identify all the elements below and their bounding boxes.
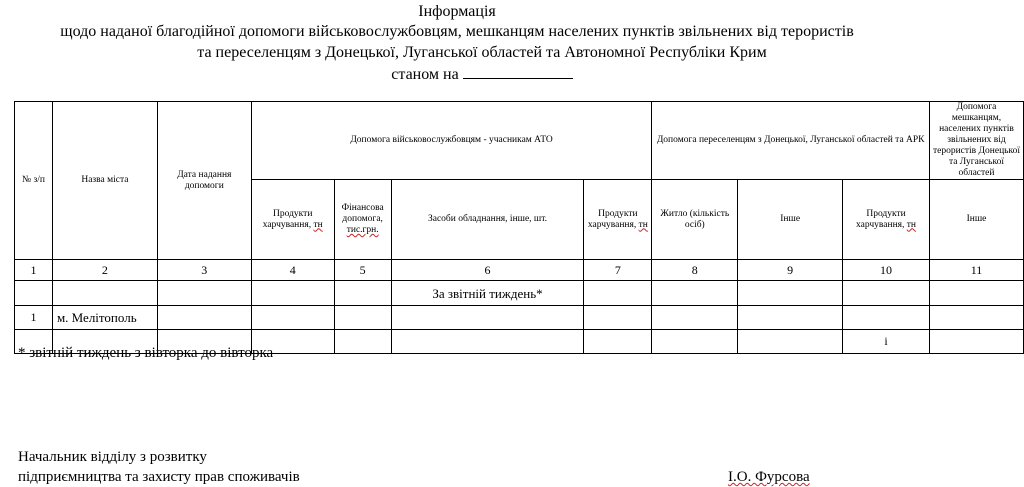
document-subtitle-line-2: та переселенцям з Донецької, Луганської областей та Автономної Республіки Крим [197,44,767,61]
header-group-ato: Допомога військовослужбовцям - учасникам АТО [251,102,652,180]
table-cell [157,306,251,330]
table-cell [584,306,652,330]
table-cell [334,306,391,330]
as-of-label: станом на [391,66,459,83]
city-name: м. Мелітополь [52,306,157,330]
column-number: 3 [157,260,251,281]
document-subtitle-line-1: щодо наданої благодійної допомоги військовослужбовцям, мешканцям населених пунктів звільнених від терористів [60,23,854,40]
header-city: Назва міста [52,102,157,260]
table-cell [652,306,738,330]
table-cell [843,306,930,330]
table-cell [738,306,843,330]
header-group-residents: Допомога мешканцям, населених пунктів звільнених від терористів Донецької та Луганської областей [930,102,1024,180]
column-number: 6 [391,260,584,281]
table-cell [15,281,53,306]
signatory-position-line-1: Начальник відділу з розвитку [18,449,207,465]
header-res-food [843,180,930,260]
aid-report-table [14,101,1024,354]
res-food-unit: тн [906,219,917,230]
table-cell [157,281,251,306]
table-cell [251,306,334,330]
column-number: 5 [334,260,391,281]
row-number: 1 [15,306,53,330]
header-idp-housing: Житло (кількість осіб) [652,180,738,260]
column-number: 2 [52,260,157,281]
res-food-label: Продукти харчування, [856,208,906,230]
table-cell [584,281,652,306]
table-cell [652,330,738,354]
column-number: 8 [652,260,738,281]
table-cell [930,306,1024,330]
header-idp-food [584,180,652,260]
header-date: Дата надання допомоги [157,102,251,260]
idp-food-unit: тн [638,219,648,230]
header-group-idp: Допомога переселенцям з Донецької, Луганської областей та АРК [652,102,930,180]
table-cell-mark: і [843,330,930,354]
idp-food-label: Продукти харчування, [587,208,638,230]
as-of-date-blank[interactable] [463,64,573,79]
header-no [15,102,53,260]
table-cell [52,281,157,306]
table-cell [652,281,738,306]
header-no-text: № з/п [22,175,45,185]
table-cell [930,281,1024,306]
table-cell [334,281,391,306]
column-number: 7 [584,260,652,281]
column-number: 4 [251,260,334,281]
week-row-label: За звітній тиждень* [391,281,584,306]
signatory-name [728,467,810,487]
header-ato-finance [334,180,391,260]
footnote: * звітній тиждень з вівторка до вівторка [18,345,274,361]
table-cell [584,330,652,354]
table-cell [843,281,930,306]
table-cell [334,330,391,354]
table-cell [391,330,584,354]
column-number: 1 [15,260,53,281]
table-cell [391,306,584,330]
header-res-other: Інше [930,180,1024,260]
header-idp-other: Інше [738,180,843,260]
column-number: 10 [843,260,930,281]
table-cell [930,330,1024,354]
column-number: 11 [930,260,1024,281]
table-cell [738,281,843,306]
table-cell [738,330,843,354]
signatory-name-text: І.О. Фурсова [728,469,810,485]
signatory-position-line-2: підприємництва та захисту прав споживачів [18,469,300,485]
table-cell [251,281,334,306]
ato-food-label: Продукти харчування, [262,208,313,230]
ato-fin-unit: тис.грн. [346,225,379,235]
document-title: Інформація [418,3,496,20]
ato-fin-label: Фінансова допомога, [341,203,384,224]
header-ato-food [251,180,334,260]
header-ato-equipment: Засоби обладнання, інше, шт. [391,180,584,260]
ato-food-unit: тн [313,219,323,230]
column-number: 9 [738,260,843,281]
as-of-date-line [0,64,994,85]
